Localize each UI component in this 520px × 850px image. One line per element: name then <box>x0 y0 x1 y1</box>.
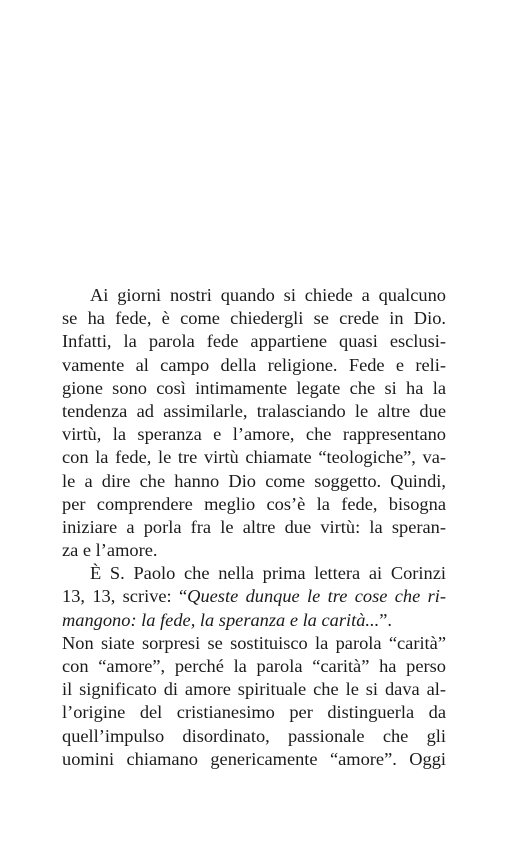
text-line: l’origine del cristianesimo per distinguerla da <box>62 702 446 723</box>
text-line: za e l’amore. <box>62 540 158 561</box>
quotation-italic: mangono: la fede, la speranza e la carità... <box>62 609 380 630</box>
text-line: È S. Paolo che nella prima lettera ai Corinzi <box>90 563 446 584</box>
text-line <box>62 585 446 608</box>
text-line: Infatti, la parola fede appartiene quasi esclusi- <box>62 331 446 352</box>
text-line: Ai giorni nostri quando si chiede a qualcuno <box>90 285 446 305</box>
text-line: con la fede, le tre virtù chiamate “teologiche”, va- <box>62 447 446 468</box>
text-line: iniziare a porla fra le altre due virtù: la speran- <box>62 516 446 537</box>
body-text <box>62 284 446 771</box>
text-line: il significato di amore spirituale che le si dava al- <box>62 679 446 700</box>
text-line: se ha fede, è come chiedergli se crede in Dio. <box>62 308 446 329</box>
text-line: per comprendere meglio cos’è la fede, bisogna <box>62 493 446 514</box>
text-line: virtù, la speranza e l’amore, che rappresentano <box>62 424 446 445</box>
text-line: Non siate sorpresi se sostituisco la parola “carità” <box>62 632 446 653</box>
text-line: uomini chiamano genericamente “amore”. Oggi <box>62 748 446 769</box>
text-run: 13, 13, scrive: “ <box>62 586 188 607</box>
text-line: tendenza ad assimilarle, tralasciando le altre due <box>62 400 446 421</box>
text-line: vamente al campo della religione. Fede e reli- <box>62 354 446 375</box>
text-line: quell’impulso disordinato, passionale che gli <box>62 725 446 746</box>
paragraph-1 <box>62 284 446 562</box>
text-line <box>62 609 446 632</box>
quotation-italic: Queste dunque le tre cose che ri- <box>187 586 446 607</box>
text-line: con “amore”, perché la parola “carità” ha perso <box>62 656 446 676</box>
text-line: le a dire che hanno Dio come soggetto. Quindi, <box>62 470 446 491</box>
text-run: ”. <box>379 609 392 630</box>
paragraph-2 <box>62 562 446 771</box>
text-line: gione sono così intimamente legate che si ha la <box>62 377 446 398</box>
